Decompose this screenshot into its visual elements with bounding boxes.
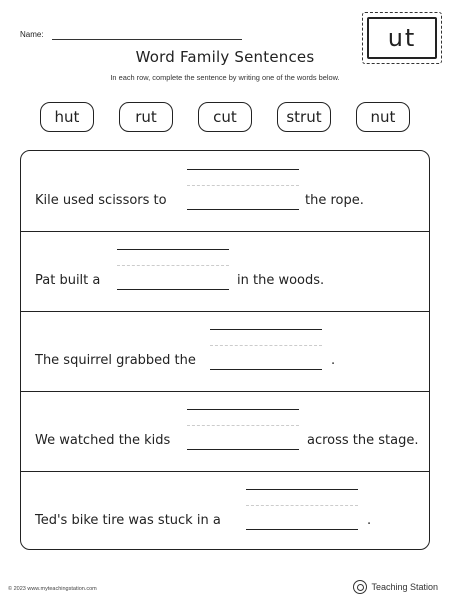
sentence-start: We watched the kids <box>35 433 171 448</box>
writing-guide-mid <box>117 265 229 266</box>
answer-blank[interactable] <box>210 369 322 370</box>
word-box: cut <box>198 102 252 132</box>
writing-guide-mid <box>187 185 299 186</box>
name-label: Name: <box>20 30 44 39</box>
answer-blank[interactable] <box>117 289 229 290</box>
sentence-start: Kile used scissors to <box>35 193 167 208</box>
word-bank <box>40 102 410 132</box>
sentence-panel <box>20 150 430 550</box>
brand-logo <box>353 580 438 594</box>
writing-guide-mid <box>246 505 358 506</box>
writing-guide-top <box>187 409 299 410</box>
page-title: Word Family Sentences <box>135 48 315 66</box>
answer-blank[interactable] <box>187 449 299 450</box>
teaching-station-logo-icon <box>353 580 367 594</box>
writing-guide-mid <box>210 345 322 346</box>
sentence-row <box>21 471 429 550</box>
writing-guide-top <box>210 329 322 330</box>
name-field[interactable] <box>52 39 242 40</box>
word-box: strut <box>277 102 331 132</box>
sentence-end: the rope. <box>305 193 364 208</box>
answer-blank[interactable] <box>187 209 299 210</box>
word-family-label: ut <box>367 17 437 59</box>
sentence-end: in the woods. <box>237 273 325 288</box>
sentence-start: The squirrel grabbed the <box>35 353 196 368</box>
instructions: In each row, complete the sentence by writing one of the words below. <box>110 73 340 82</box>
sentence-start: Ted's bike tire was stuck in a <box>35 513 221 528</box>
word-box: hut <box>40 102 94 132</box>
brand-name: Teaching Station <box>371 582 438 592</box>
sentence-row <box>21 231 429 311</box>
word-box: nut <box>356 102 410 132</box>
sentence-row <box>21 151 429 231</box>
writing-guide-top <box>246 489 358 490</box>
sentence-row <box>21 311 429 391</box>
copyright-text: © 2023 www.myteachingstation.com <box>8 586 97 592</box>
sentence-end: . <box>331 353 336 368</box>
sentence-start: Pat built a <box>35 273 101 288</box>
word-box: rut <box>119 102 173 132</box>
sentence-end: across the stage. <box>307 433 419 448</box>
writing-guide-top <box>187 169 299 170</box>
answer-blank[interactable] <box>246 529 358 530</box>
writing-guide-top <box>117 249 229 250</box>
sentence-row <box>21 391 429 471</box>
sentence-end: . <box>367 513 372 528</box>
writing-guide-mid <box>187 425 299 426</box>
